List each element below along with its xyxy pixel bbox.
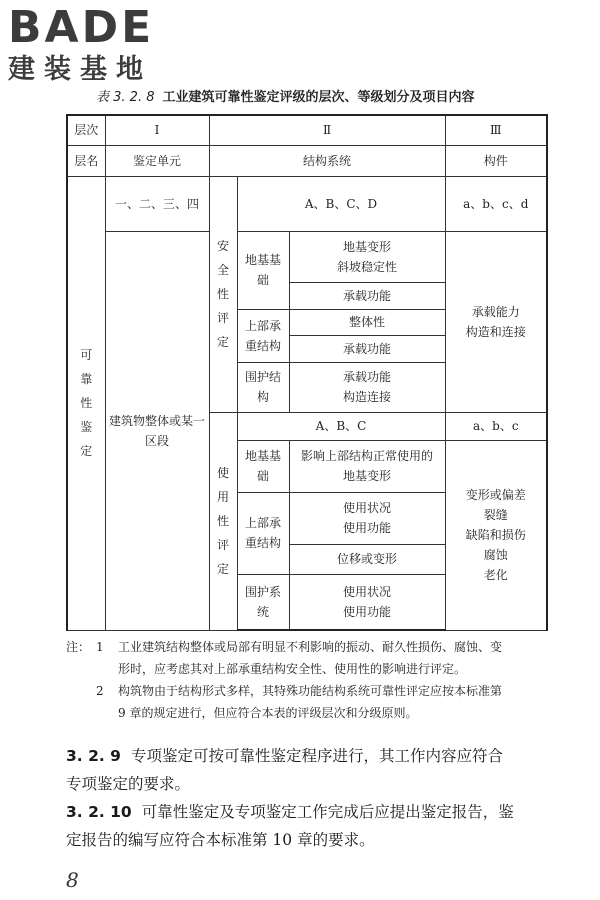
level-2: Ⅱ [209,115,445,145]
name-3: 构件 [445,145,547,176]
serviceability-upper-item-3: 位移或变形 [289,544,445,574]
note-2: 2 构筑物由于结构形式多样，其特殊功能结构系统可靠性评定应按本标准第 9 章的规定进行，但应符合本表的评级层次和分级原则。 [96,684,503,720]
safety-enclosure-label: 围护结构 [237,362,289,412]
logo-subtitle: 建装基地 [8,54,152,85]
clause-number: 3. 2. 10 [66,803,132,821]
unit-scope: 建筑物整体或某一区段 [105,231,209,630]
grades-level-1: 一、二、三、四 [105,176,209,231]
table-number: 表 3. 2. 8 [96,90,155,105]
page-number: 8 [66,868,79,892]
serviceability-foundation-label: 地基基础 [237,440,289,492]
name-1: 鉴定单元 [105,145,209,176]
table-title: 工业建筑可靠性鉴定评级的层次、等级划分及项目内容 [162,90,475,105]
safety-upper-label: 上部承重结构 [237,309,289,362]
serviceability-grades-2: A、B、C [237,412,445,440]
table-notes [66,636,556,724]
safety-upper-item-2: 承载功能 [289,335,445,362]
clause-3-2-9: 3. 2. 9 专项鉴定可按可靠性鉴定程序进行，其工作内容应符合 专项鉴定的要求。 [66,747,503,793]
logo [8,4,154,86]
clause-number: 3. 2. 9 [66,747,121,765]
table-row [67,176,547,231]
table-caption [96,86,475,105]
name-2: 结构系统 [209,145,445,176]
safety-upper-item-1: 整体性 [289,309,445,335]
safety-label: 安全性评定 [209,176,237,412]
level-3: Ⅲ [445,115,547,145]
serviceability-label: 使用性评定 [209,412,237,630]
clause-3-2-10: 3. 2. 10 可靠性鉴定及专项鉴定工作完成后应提出鉴定报告，鉴 定报告的编写应符合本标准第 10 章的要求。 [66,803,514,849]
safety-foundation-items: 地基变形 斜坡稳定性 [289,231,445,282]
level-1: Ⅰ [105,115,209,145]
safety-grades-3: a、b、c、d [445,176,547,231]
serviceability-upper-label: 上部承重结构 [237,492,289,574]
note-label: 注： [66,640,91,654]
serviceability-enclosure-label: 围护系统 [237,574,289,630]
safety-foundation-item-3: 承载功能 [289,282,445,309]
serviceability-enclosure-items: 使用状况 使用功能 [289,574,445,630]
serviceability-component: 变形或偏差 裂缝 缺陷和损伤 腐蚀 老化 [445,440,547,630]
safety-component: 承载能力 构造和连接 [445,231,547,412]
serviceability-grades-3: a、b、c [445,412,547,440]
safety-enclosure-items: 承载功能 构造连接 [289,362,445,412]
safety-foundation-label: 地基基础 [237,231,289,309]
table-row [67,115,547,145]
evaluation-table [66,114,548,631]
note-1: 注： 1 工业建筑结构整体或局部有明显不利影响的振动、耐久性损伤、腐蚀、变 形时，应考虑其对上部承重结构安全性、使用性的影响进行评定。 [66,636,556,680]
serviceability-foundation-items: 影响上部结构正常使用的 地基变形 [289,440,445,492]
name-header: 层名 [67,145,105,176]
safety-grades-2: A、B、C、D [237,176,445,231]
table-row [67,231,547,282]
logo-brand: BADE [8,2,155,53]
level-header: 层次 [67,115,105,145]
serviceability-upper-items: 使用状况 使用功能 [289,492,445,544]
table-row [67,145,547,176]
reliability-label: 可靠性鉴定 [67,176,105,630]
